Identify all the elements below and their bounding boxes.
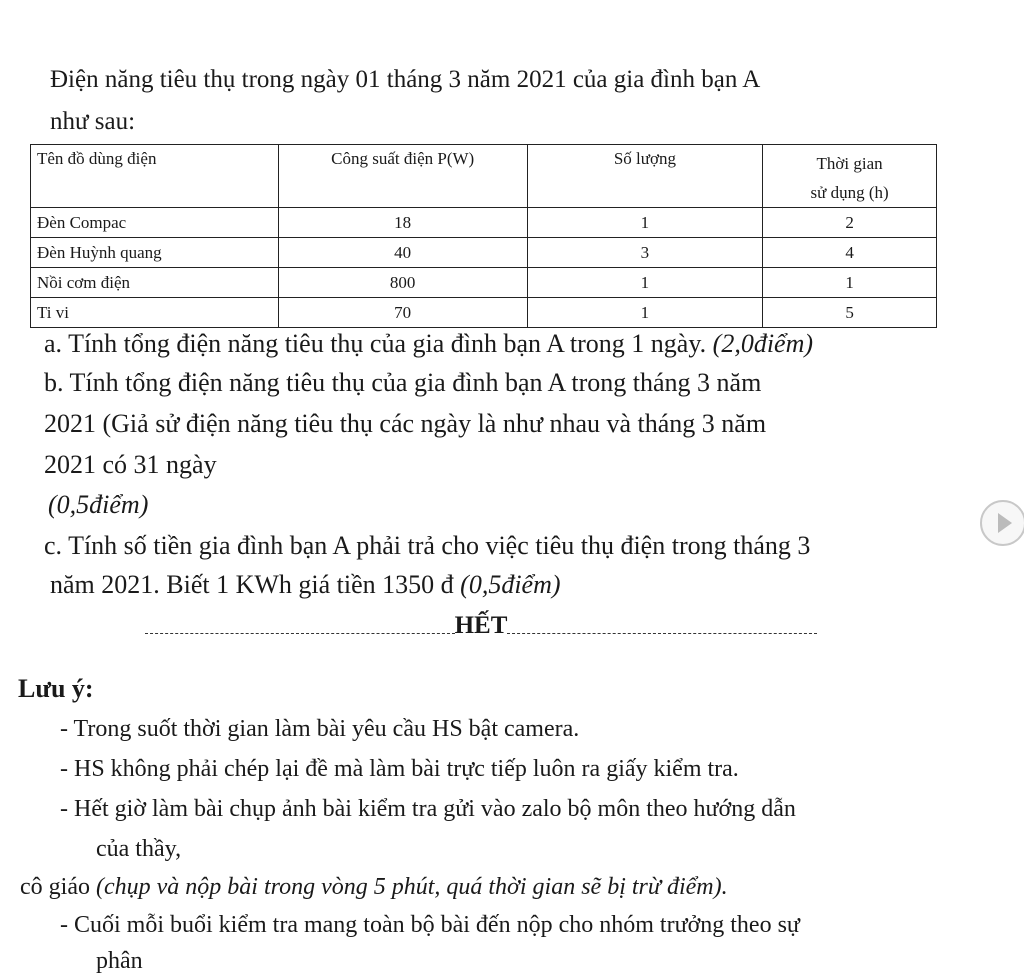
cell-quantity: 1 — [527, 208, 763, 238]
table-row — [31, 268, 937, 298]
cell-time: 5 — [763, 298, 937, 328]
table-row — [31, 238, 937, 268]
header-device: Tên đồ dùng điện — [31, 145, 279, 208]
table-header-row — [31, 145, 937, 208]
table-row — [31, 298, 937, 328]
intro-line-2: như sau: — [50, 108, 136, 135]
cell-quantity: 3 — [527, 238, 763, 268]
question-a: a. Tính tổng điện năng tiêu thụ của gia đình bạn A trong 1 ngày. (2,0điểm) — [44, 329, 814, 358]
cell-time: 4 — [763, 238, 937, 268]
cell-power: 40 — [278, 238, 527, 268]
header-quantity: Số lượng — [527, 145, 763, 208]
cell-device: Đèn Huỳnh quang — [31, 238, 279, 268]
question-b-line-3: 2021 có 31 ngày — [44, 450, 217, 479]
header-time-line2: sử dụng (h) — [810, 183, 889, 202]
note-item-3-italic: (chụp và nộp bài trong vòng 5 phút, quá thời gian sẽ bị trừ điểm). — [95, 874, 728, 900]
header-power: Công suất điện P(W) — [278, 145, 527, 208]
note-item-2: - HS không phải chép lại đề mà làm bài trực tiếp luôn ra giấy kiểm tra. — [60, 756, 739, 782]
note-item-1: - Trong suốt thời gian làm bài yêu cầu HS bật camera. — [60, 716, 580, 742]
note-item-4-line-2: phân — [96, 948, 143, 974]
header-time — [763, 145, 937, 208]
cell-power: 18 — [278, 208, 527, 238]
cell-device: Nồi cơm điện — [31, 268, 279, 298]
cell-quantity: 1 — [527, 298, 763, 328]
play-icon[interactable] — [980, 500, 1024, 546]
end-marker — [145, 612, 817, 640]
dashed-divider — [507, 619, 817, 634]
header-time-line1: Thời gian — [816, 154, 883, 173]
note-item-3-line-2: của thầy, — [96, 836, 182, 862]
question-c-points: (0,5điểm) — [460, 570, 561, 599]
cell-quantity: 1 — [527, 268, 763, 298]
cell-device: Đèn Compac — [31, 208, 279, 238]
dashed-divider — [145, 619, 455, 634]
note-item-3-line-1: - Hết giờ làm bài chụp ảnh bài kiểm tra gửi vào zalo bộ môn theo hướng dẫn — [60, 796, 796, 822]
cell-time: 1 — [763, 268, 937, 298]
note-item-4-line-1: - Cuối mỗi buổi kiểm tra mang toàn bộ bài đến nộp cho nhóm trưởng theo sự — [60, 912, 800, 938]
end-marker-label: HẾT — [454, 612, 508, 639]
intro-line-1: Điện năng tiêu thụ trong ngày 01 tháng 3 năm 2021 của gia đình bạn A — [50, 66, 761, 93]
table-row — [31, 208, 937, 238]
cell-power: 800 — [278, 268, 527, 298]
question-b-line-2: 2021 (Giả sử điện năng tiêu thụ các ngày là như nhau và tháng 3 năm — [44, 409, 767, 438]
electricity-table — [30, 144, 937, 328]
question-c-line-1: c. Tính số tiền gia đình bạn A phải trả cho việc tiêu thụ điện trong tháng 3 — [44, 531, 811, 560]
cell-time: 2 — [763, 208, 937, 238]
question-b-points: (0,5điểm) — [48, 490, 149, 519]
question-b-line-1: b. Tính tổng điện năng tiêu thụ của gia đình bạn A trong tháng 3 năm — [44, 368, 762, 397]
notes-title: Lưu ý: — [18, 674, 94, 703]
question-a-points: (2,0điểm) — [712, 329, 814, 358]
question-c-line-2: năm 2021. Biết 1 KWh giá tiền 1350 đ (0,5điểm) — [50, 570, 561, 599]
note-item-3-line-3: cô giáo (chụp và nộp bài trong vòng 5 phút, quá thời gian sẽ bị trừ điểm). — [20, 874, 728, 900]
cell-device: Ti vi — [31, 298, 279, 328]
cell-power: 70 — [278, 298, 527, 328]
